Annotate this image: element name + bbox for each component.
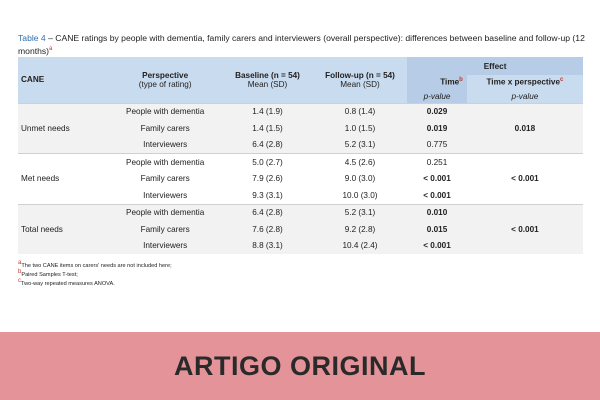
footnote-text: The two CANE items on carers' needs are not included here;: [21, 262, 172, 269]
caption-footnote-marker: a: [49, 46, 53, 52]
header-baseline: [222, 57, 313, 103]
table-row: [18, 154, 583, 171]
group-name-total: Total needs: [18, 204, 108, 254]
cell-interaction-p: < 0.001: [467, 204, 583, 254]
header-followup-title: Follow-up (n = 54): [325, 70, 395, 80]
footnote-text: Two-way repeated measures ANOVA.: [21, 280, 115, 287]
cell-followup: 9.0 (3.0): [344, 174, 376, 184]
cell-perspective: Interviewers: [108, 137, 222, 154]
header-time-sub: p-value: [423, 91, 451, 101]
cell-interaction-p: < 0.001: [467, 154, 583, 205]
caption-text: – CANE ratings by people with dementia, family carers and interviewers (overall perspective): differences between baseline and follow-up (12 months): [18, 33, 585, 56]
header-effect: Effect: [407, 57, 583, 75]
cell-followup: 10.0 (3.0): [342, 190, 378, 200]
cell-baseline: 6.4 (2.8): [222, 137, 313, 154]
cell-baseline: 6.4 (2.8): [222, 204, 313, 221]
cell-perspective: People with dementia: [108, 204, 222, 221]
table-row: [18, 204, 583, 221]
header-perspective-title: Perspective: [142, 70, 189, 80]
cell-time-p: < 0.001: [407, 238, 467, 255]
table-label: Table 4: [18, 33, 46, 43]
header-cane: CANE: [21, 75, 45, 85]
cell-time-p: 0.010: [407, 204, 467, 221]
cell-followup: 4.5 (2.6): [313, 154, 407, 171]
cell-perspective: Interviewers: [108, 238, 222, 255]
group-name-unmet: Unmet needs: [18, 103, 108, 154]
header-interaction-title: Time x perspective: [486, 77, 561, 87]
header-perspective: [108, 57, 222, 103]
header-time-sup: b: [459, 77, 463, 83]
cell-followup: 1.0 (1.5): [313, 120, 407, 137]
cell-followup: 9.2 (2.8): [313, 221, 407, 238]
cell-time-p: 0.015: [407, 221, 467, 238]
cell-perspective: People with dementia: [108, 103, 222, 120]
header-baseline-sub: Mean (SD): [247, 79, 288, 89]
cell-time-p: 0.251: [407, 154, 467, 171]
cell-time-p: 0.019: [407, 120, 467, 137]
header-time: [407, 75, 467, 103]
footnote: [18, 277, 115, 288]
cell-time-p: < 0.001: [423, 174, 451, 184]
cell-perspective: People with dementia: [108, 154, 222, 171]
header-interaction-sup: c: [560, 77, 564, 83]
cell-baseline: 7.9 (2.6): [252, 174, 283, 184]
cell-interaction-p: 0.018: [467, 103, 583, 154]
footnote-marker: a: [18, 260, 22, 266]
cell-baseline: 8.8 (3.1): [222, 238, 313, 255]
cell-baseline: 1.4 (1.5): [222, 120, 313, 137]
header-interaction: [467, 75, 583, 103]
cell-perspective: Family carers: [140, 174, 190, 184]
table-caption: [18, 33, 588, 57]
banner-text: ARTIGO ORIGINAL: [174, 350, 426, 381]
header-perspective-sub: (type of rating): [138, 79, 192, 89]
cell-perspective: Interviewers: [143, 190, 188, 200]
group-name-met: Met needs: [18, 154, 108, 205]
cell-followup: 5.2 (3.1): [313, 137, 407, 154]
article-type-banner: [0, 332, 600, 400]
cell-followup: 0.8 (1.4): [313, 103, 407, 120]
footnote-marker: b: [18, 269, 22, 275]
cell-followup: 5.2 (3.1): [313, 204, 407, 221]
cell-baseline: 1.4 (1.9): [222, 103, 313, 120]
cell-time-p: < 0.001: [423, 190, 451, 200]
cell-time-p: 0.775: [407, 137, 467, 154]
footnote-text: Paired Samples T-test;: [21, 271, 78, 278]
header-followup-sub: Mean (SD): [340, 79, 380, 89]
cell-perspective: Family carers: [108, 221, 222, 238]
cane-ratings-table: [18, 57, 583, 254]
header-followup: [313, 57, 407, 103]
cell-time-p: 0.029: [407, 103, 467, 120]
header-baseline-title: Baseline (n = 54): [235, 70, 300, 80]
cell-baseline: 7.6 (2.8): [222, 221, 313, 238]
cell-perspective: Family carers: [108, 120, 222, 137]
cell-baseline: 5.0 (2.7): [222, 154, 313, 171]
header-interaction-sub: p-value: [511, 91, 539, 101]
header-time-title: Time: [440, 77, 460, 87]
cell-baseline: 9.3 (3.1): [252, 190, 283, 200]
footnote-marker: c: [18, 278, 21, 284]
cell-followup: 10.4 (2.4): [313, 238, 407, 255]
table-row: [18, 103, 583, 120]
